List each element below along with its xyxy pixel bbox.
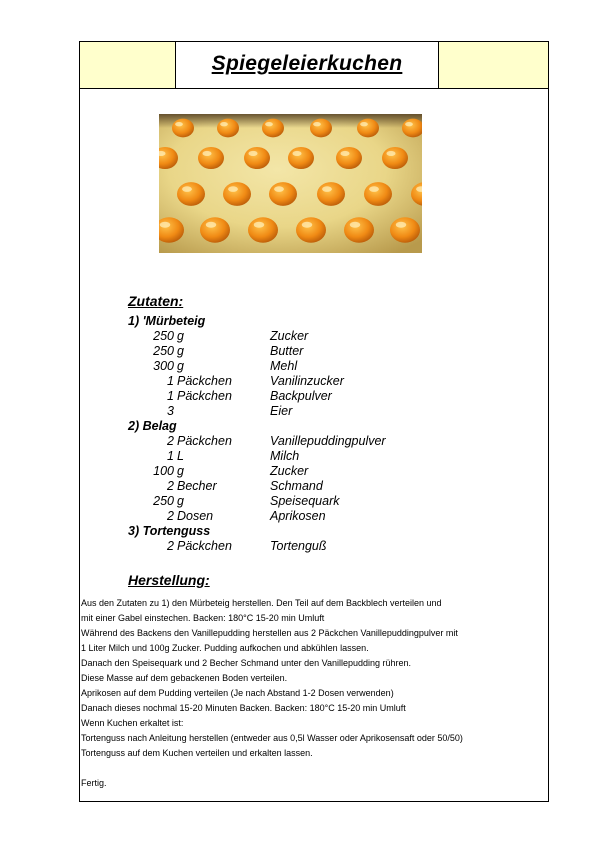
- ingredient-row: [128, 329, 309, 344]
- cake-photo-image: [159, 114, 422, 253]
- ingredients-heading: Zutaten:: [128, 293, 184, 309]
- ingredient-quantity: 1: [167, 389, 174, 403]
- apricot-highlight: [202, 151, 211, 156]
- ingredient-name: Milch: [270, 449, 300, 463]
- ingredient-quantity: 2: [167, 434, 174, 448]
- apricot-highlight: [228, 186, 238, 192]
- instruction-line: Diese Masse auf dem gebackenen Boden verteilen.: [81, 673, 288, 683]
- ingredient-row: [128, 479, 323, 494]
- instruction-line: 1 Liter Milch und 100g Zucker. Pudding aufkochen und abkühlen lassen.: [81, 643, 369, 653]
- ingredient-quantity: 250: [153, 344, 174, 358]
- ingredient-quantity: 300: [153, 359, 174, 373]
- instruction-line: Aprikosen auf dem Pudding verteilen (Je nach Abstand 1-2 Dosen verwenden): [81, 688, 394, 698]
- ingredient-name: Vanillepuddingpulver: [270, 434, 386, 448]
- title-bar-left-cell: [80, 42, 176, 88]
- apricot-highlight: [274, 186, 284, 192]
- instruction-line: Während des Backens den Vanillepudding herstellen aus 2 Päckchen Vanillepuddingpulver mit: [81, 628, 458, 638]
- ingredient-row: [128, 344, 304, 359]
- ingredient-unit: Päckchen: [177, 389, 232, 403]
- ingredient-quantity: 100: [153, 464, 174, 478]
- ingredient-name: Aprikosen: [270, 509, 326, 523]
- title-bar-right-cell: [438, 42, 548, 88]
- title-bar: [80, 42, 548, 89]
- apricot-highlight: [340, 151, 349, 156]
- ingredient-group-heading: 1) 'Mürbeteig: [128, 314, 206, 328]
- ingredient-quantity: 2: [167, 539, 174, 553]
- instruction-line: mit einer Gabel einstechen. Backen: 180°C 15-20 min Umluft: [81, 613, 325, 623]
- ingredient-name: Mehl: [270, 359, 298, 373]
- ingredient-name: Zucker: [270, 464, 309, 478]
- instruction-line: [81, 761, 541, 776]
- apricot-half: [269, 182, 297, 206]
- apricot-half: [310, 119, 332, 138]
- recipe-title: Spiegeleierkuchen: [211, 52, 403, 75]
- ingredient-unit: Dosen: [177, 509, 214, 523]
- apricot-highlight: [265, 122, 273, 126]
- apricot-half: [172, 119, 194, 138]
- ingredient-name: Eier: [270, 404, 293, 418]
- ingredient-unit: L: [177, 449, 184, 463]
- apricot-half: [262, 119, 284, 138]
- ingredient-unit: g: [177, 494, 184, 508]
- ingredient-quantity: 3: [167, 404, 174, 418]
- instruction-line: Fertig.: [81, 778, 107, 788]
- ingredient-row: [128, 464, 309, 479]
- instruction-line: Wenn Kuchen erkaltet ist:: [81, 718, 184, 728]
- apricot-highlight: [248, 151, 257, 156]
- ingredient-quantity: 250: [153, 329, 174, 343]
- ingredient-row: [128, 509, 326, 524]
- apricot-highlight: [206, 222, 217, 228]
- ingredient-row: [128, 404, 293, 419]
- instruction-line: Danach dieses nochmal 15-20 Minuten Backen. Backen: 180°C 15-20 min Umluft: [81, 703, 406, 713]
- instruction-line: Tortenguss auf dem Kuchen verteilen und erkalten lassen.: [81, 748, 313, 758]
- ingredient-row: [128, 434, 386, 449]
- ingredient-unit: Päckchen: [177, 374, 232, 388]
- ingredient-unit: Päckchen: [177, 434, 232, 448]
- apricot-half: [223, 182, 251, 206]
- apricot-half: [357, 119, 379, 138]
- ingredient-unit: g: [177, 344, 184, 358]
- apricot-highlight: [220, 122, 228, 126]
- apricot-highlight: [175, 122, 183, 126]
- apricot-half: [244, 147, 270, 169]
- ingredient-name: Butter: [270, 344, 304, 358]
- ingredient-quantity: 250: [153, 494, 174, 508]
- ingredient-name: Backpulver: [270, 389, 332, 403]
- apricot-half: [344, 217, 374, 243]
- apricot-half: [296, 217, 326, 243]
- ingredient-quantity: 2: [167, 479, 174, 493]
- apricot-highlight: [160, 222, 171, 228]
- apricot-half: [288, 147, 314, 169]
- ingredient-unit: g: [177, 329, 184, 343]
- instructions-heading: Herstellung:: [128, 572, 210, 588]
- apricot-highlight: [396, 222, 407, 228]
- ingredient-unit: g: [177, 464, 184, 478]
- ingredient-row: [128, 449, 300, 464]
- cake-photo: [159, 114, 422, 253]
- apricot-half: [382, 147, 408, 169]
- ingredients-list: [128, 314, 386, 554]
- apricot-highlight: [369, 186, 379, 192]
- apricot-half: [248, 217, 278, 243]
- apricot-half: [200, 217, 230, 243]
- ingredient-row: [128, 389, 332, 404]
- apricot-highlight: [302, 222, 313, 228]
- apricot-half: [217, 119, 239, 138]
- ingredient-unit: g: [177, 359, 184, 373]
- ingredient-name: Schmand: [270, 479, 323, 493]
- ingredient-name: Speisequark: [270, 494, 340, 508]
- apricot-half: [198, 147, 224, 169]
- apricot-highlight: [405, 122, 413, 126]
- apricot-half: [336, 147, 362, 169]
- apricot-half: [177, 182, 205, 206]
- instruction-line: Danach den Speisequark und 2 Becher Schmand unter den Vanillepudding rühren.: [81, 658, 412, 668]
- apricot-highlight: [254, 222, 265, 228]
- ingredient-row: [128, 374, 344, 389]
- apricot-highlight: [360, 122, 368, 126]
- ingredient-quantity: 1: [167, 449, 174, 463]
- apricot-half: [317, 182, 345, 206]
- ingredient-name: Tortenguß: [270, 539, 327, 553]
- ingredient-row: [128, 539, 327, 554]
- apricot-highlight: [313, 122, 321, 126]
- ingredient-group-heading: 3) Tortenguss: [128, 524, 211, 538]
- ingredient-group-heading: 2) Belag: [128, 419, 177, 433]
- ingredient-name: Zucker: [270, 329, 309, 343]
- instruction-line: Tortenguss nach Anleitung herstellen (entweder aus 0,5l Wasser oder Aprikosensaft oder 50/50): [81, 733, 463, 743]
- ingredient-row: [128, 359, 298, 374]
- apricot-highlight: [182, 186, 192, 192]
- ingredient-row: [128, 494, 340, 509]
- ingredient-unit: Becher: [177, 479, 217, 493]
- ingredient-quantity: 2: [167, 509, 174, 523]
- ingredient-unit: Päckchen: [177, 539, 232, 553]
- instructions-text: [81, 596, 541, 791]
- ingredient-name: Vanilinzucker: [270, 374, 344, 388]
- apricot-highlight: [322, 186, 332, 192]
- apricot-highlight: [350, 222, 361, 228]
- instruction-line: Aus den Zutaten zu 1) den Mürbeteig herstellen. Den Teil auf dem Backblech verteilen und: [81, 598, 442, 608]
- apricot-highlight: [292, 151, 301, 156]
- apricot-half: [364, 182, 392, 206]
- apricot-half: [390, 217, 420, 243]
- apricot-highlight: [386, 151, 395, 156]
- ingredient-quantity: 1: [167, 374, 174, 388]
- title-bar-center-cell: [176, 42, 438, 88]
